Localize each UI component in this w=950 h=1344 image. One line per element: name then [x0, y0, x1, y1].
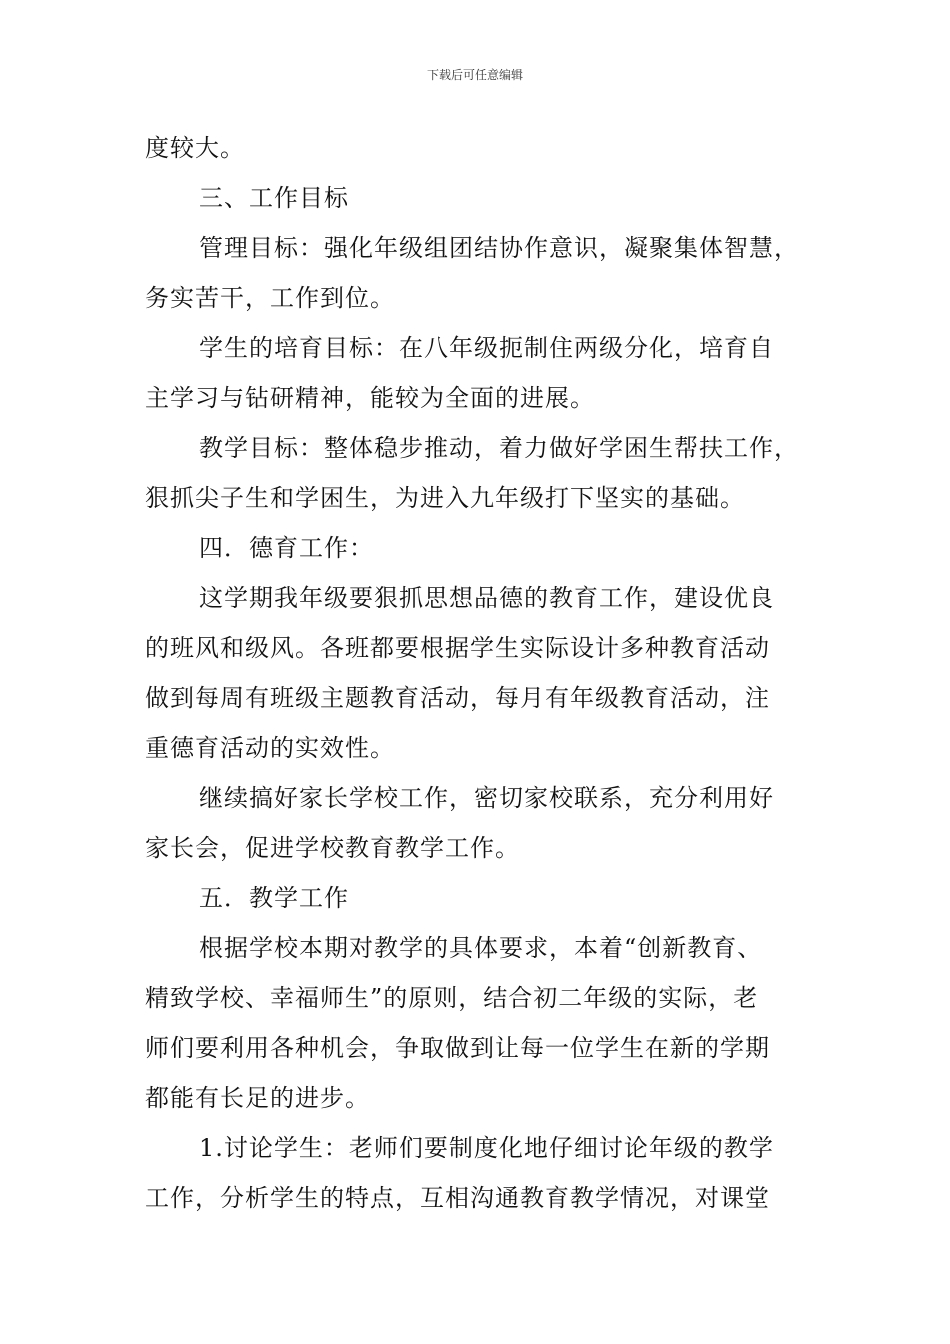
text-line: 的班风和级风。各班都要根据学生实际设计多种教育活动: [145, 634, 770, 662]
text-line: 管理目标：强化年级组团结协作意识，凝聚集体智慧，: [199, 234, 799, 262]
text-line: 师们要利用各种机会，争取做到让每一位学生在新的学期: [145, 1034, 770, 1062]
text-line: 学生的培育目标：在八年级扼制住两级分化，培育自: [199, 334, 774, 362]
page-header: 下载后可任意编辑: [426, 68, 523, 82]
text-line: 1.讨论学生：老师们要制度化地仔细讨论年级的教学: [199, 1134, 774, 1162]
text-line: 度较大。: [145, 134, 245, 162]
text-line: 都能有长足的进步。: [145, 1084, 370, 1112]
text-line: 做到每周有班级主题教育活动，每月有年级教育活动，注: [145, 684, 770, 712]
section-heading: 三、工作目标: [199, 184, 349, 212]
section-heading: 五．教学工作: [199, 884, 349, 912]
text-line: 重德育活动的实效性。: [145, 734, 395, 762]
document-body: [145, 128, 810, 1228]
text-line: 家长会，促进学校教育教学工作。: [145, 834, 520, 862]
text-line: 教学目标：整体稳步推动，着力做好学困生帮扶工作，: [199, 434, 799, 462]
text-line: 工作，分析学生的特点，互相沟通教育教学情况，对课堂: [145, 1184, 770, 1212]
text-line: 根据学校本期对教学的具体要求，本着“创新教育、: [199, 934, 763, 962]
section-heading: 四．德育工作：: [199, 534, 374, 562]
text-line: 务实苦干，工作到位。: [145, 284, 395, 312]
text-line: 这学期我年级要狠抓思想品德的教育工作，建设优良: [199, 584, 774, 612]
text-line: 继续搞好家长学校工作，密切家校联系，充分利用好: [199, 784, 774, 812]
text-line: 精致学校、幸福师生”的原则，结合初二年级的实际，老: [145, 984, 759, 1012]
text-line: 狠抓尖子生和学困生，为进入九年级打下坚实的基础。: [145, 484, 745, 512]
text-line: 主学习与钻研精神，能较为全面的进展。: [145, 384, 595, 412]
